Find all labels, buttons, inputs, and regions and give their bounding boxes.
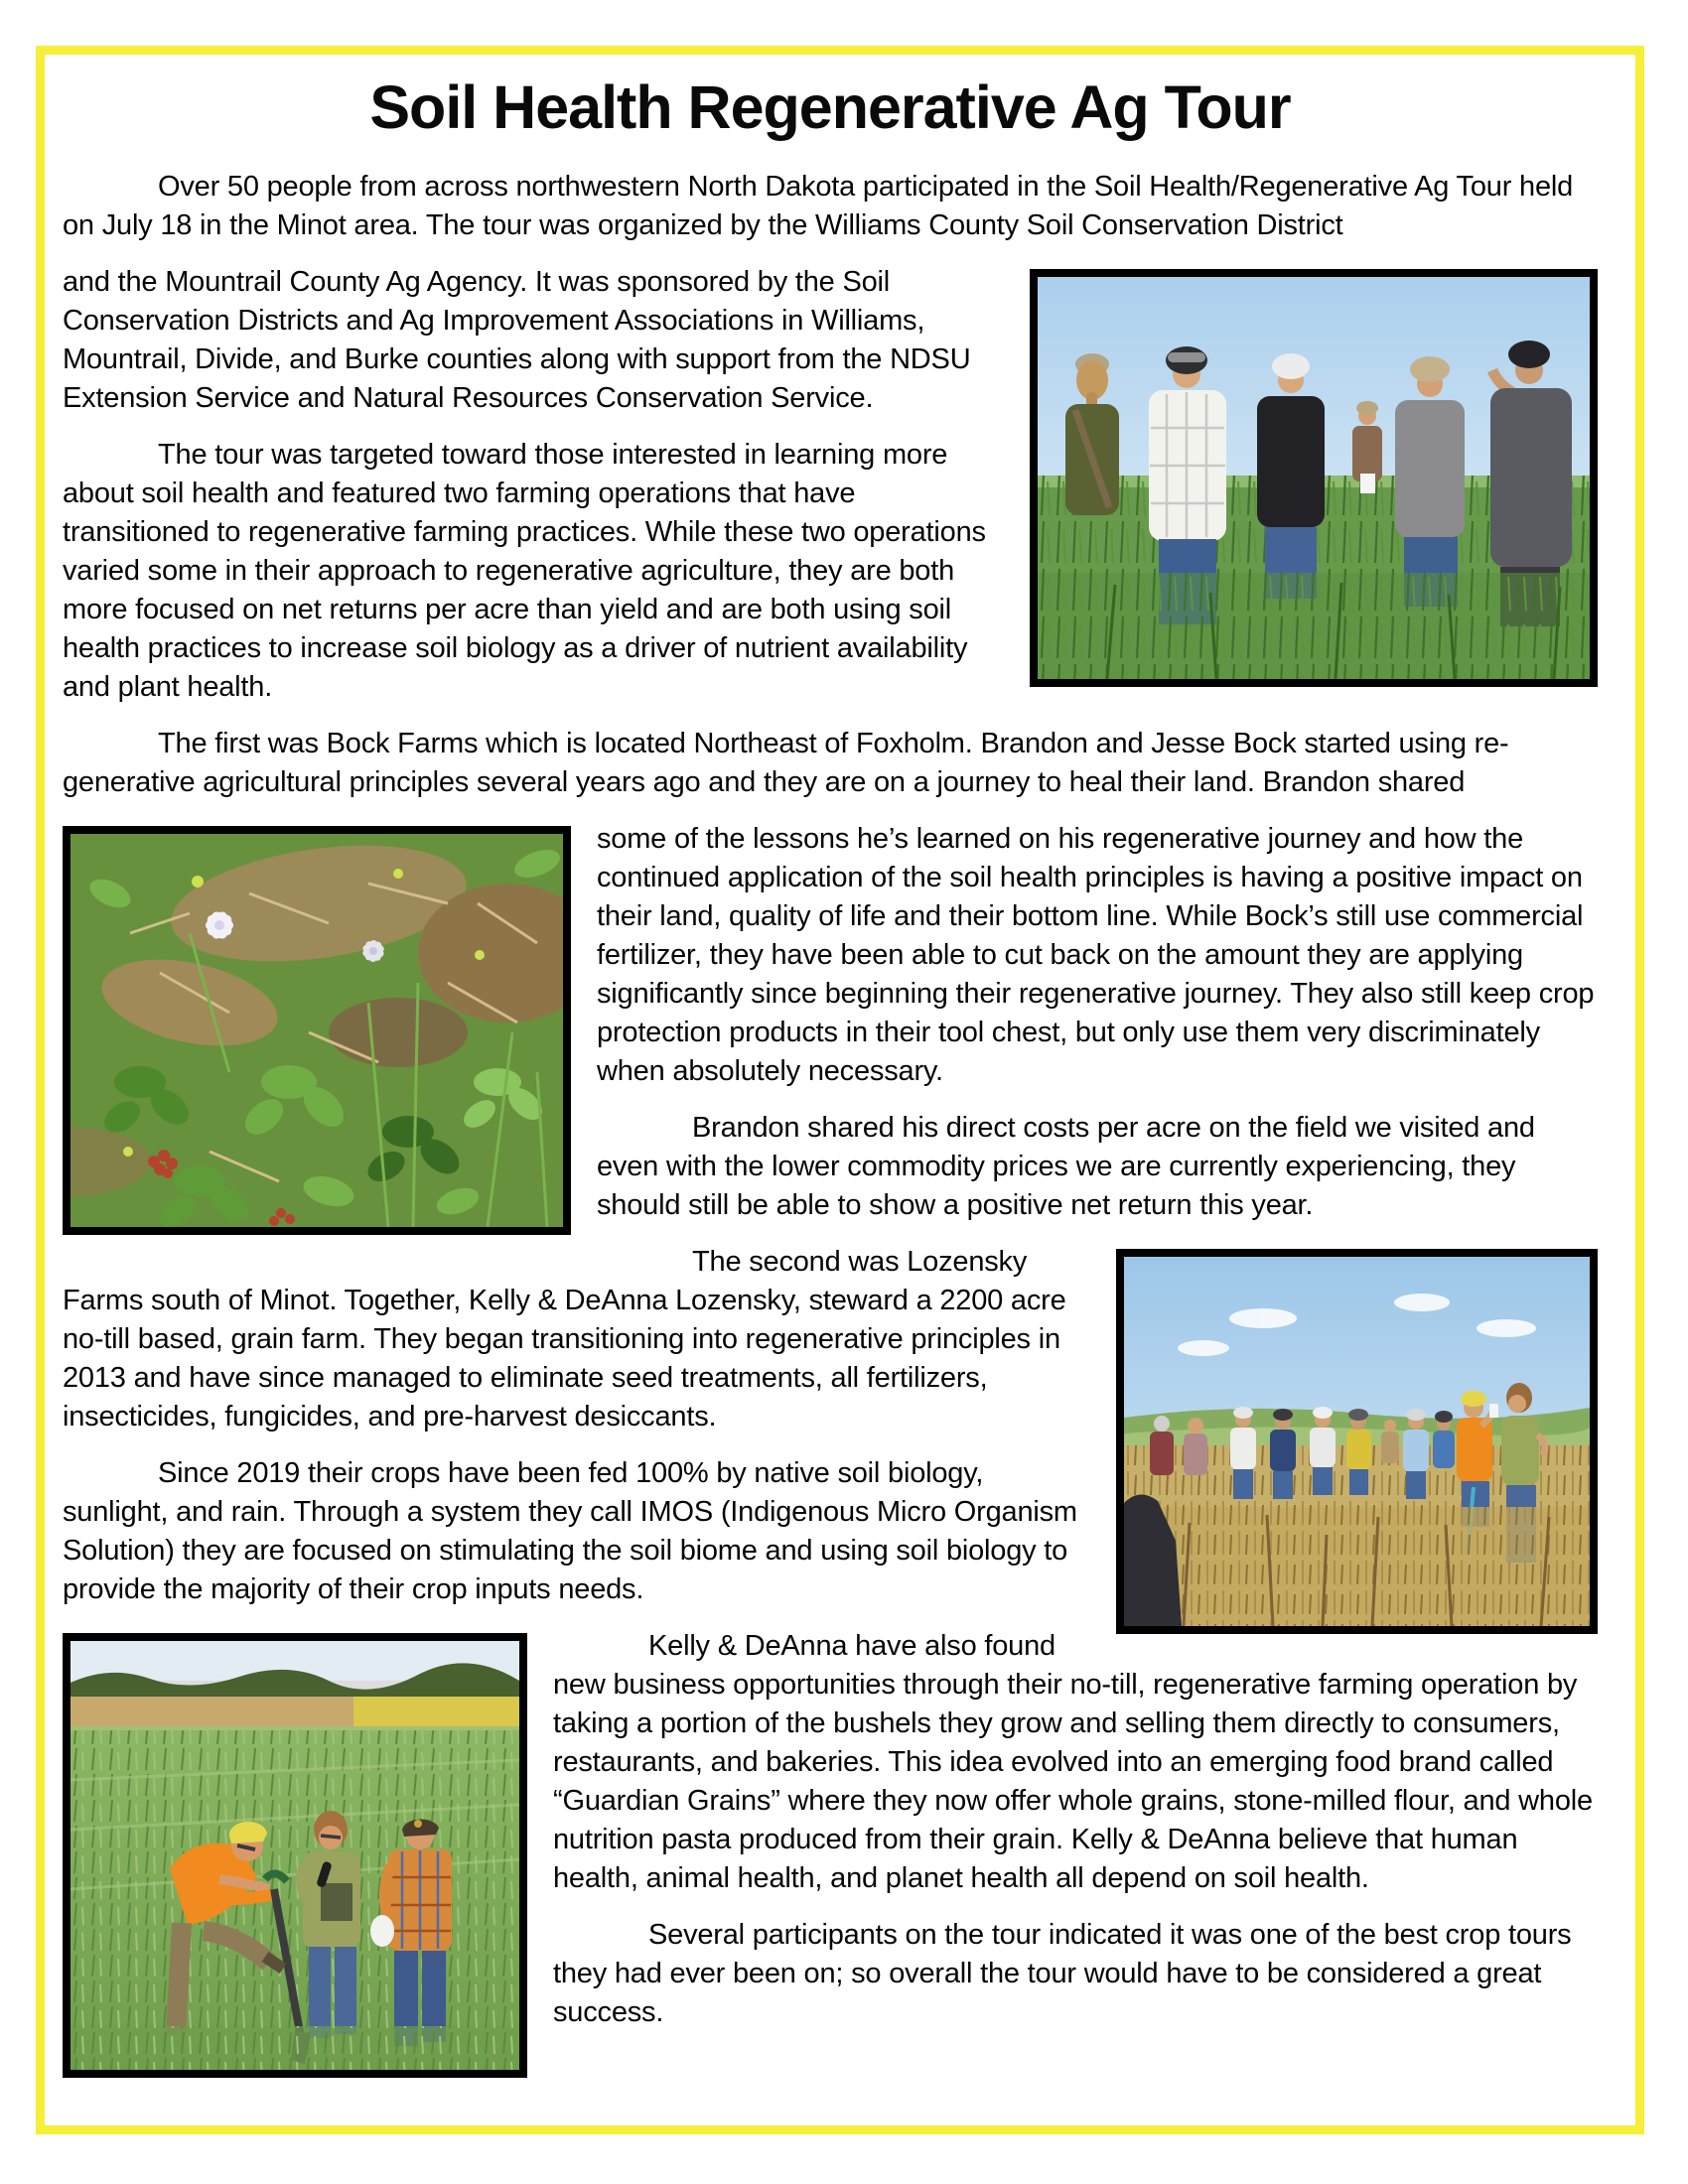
- paragraph-bock-costs: Brandon shared his direct costs per acre on the field we visited and even with the lower commodity prices we are currently experiencing, they should still be able to show a positive net return this year.: [597, 1112, 1535, 1221]
- wheat-field-scene-illustration: [1038, 277, 1590, 679]
- soil-sampling-scene-illustration: [70, 1641, 519, 2070]
- paragraph-intro-2: and the Mountrail County Ag Agency. It was sponsored by the Soil Conservation Districts and Ag Improvement Associations in Williams, Mountrail, Divide, and Burke counties along with support from the NDSU Extension Service and Natural Resources Conservation Service.: [63, 266, 971, 414]
- paragraph-guardian-grains: Kelly & DeAnna have also found new business opportunities through their no-till, regenerative farming operation by taking a portion of the bushels they grow and selling them directly to consumers, restaurants, and bakeries. This idea evolved into an emerging food brand called “Guardian Grains” where they now offer whole grains, stone-milled flour, and whole nutrition pasta produced from their grain. Kelly & DeAnna believe that human health, animal health, and planet health all depend on soil health.: [553, 1630, 1593, 1894]
- soil-sampling-photo: [63, 1633, 527, 2078]
- tour-group-wheat-field-photo: [1030, 269, 1598, 687]
- cover-crop-scene-illustration: [70, 834, 563, 1227]
- page-yellow-border: [36, 46, 1644, 2134]
- lozensky-field-tour-photo: [1116, 1249, 1598, 1634]
- cover-crop-closeup-photo: [63, 826, 571, 1235]
- golden-field-scene-illustration: [1124, 1257, 1590, 1626]
- paragraph-lozensky-2: Since 2019 their crops have been fed 100% by native soil biology, sunlight, and rain. Through a system they call IMOS (Indigenous Micro Organism Solution) they are focused on stimulating the soil biome and using soil biology to provide the majority of their crop inputs needs.: [63, 1457, 1077, 1605]
- paragraph-closing: Several participants on the tour indicated it was one of the best crop tours they had ever been on; so overall the tour would have to be considered a great success.: [553, 1919, 1572, 2028]
- paragraph-tour-target: The tour was targeted toward those interested in learning more about soil health and featured two farming operations that have transitioned to regenerative farming practices. While these two operations varied some in their approach to regenerative agriculture, they are both more focused on net returns per acre than yield and are both using soil health practices to increase soil biology as a driver of nutrient availability and plant health.: [63, 439, 986, 703]
- article-body: [63, 168, 1598, 2032]
- paragraph-intro-1: Over 50 people from across northwestern North Dakota participated in the Soil Health/Regenerative Ag Tour held on July 18 in the Minot area. The tour was organized by the Williams County Soil Conservation District: [63, 171, 1574, 241]
- paragraph-lozensky-1: The second was Lozensky Farms south of Minot. Together, Kelly & DeAnna Lozensky, steward a 2200 acre no-till based, grain farm. They began transitioning into regenerative principles in 2013 and have since managed to eliminate seed treatments, all fertilizers, insecticides, fungicides, and pre-harvest desiccants.: [63, 1246, 1066, 1433]
- page-title: Soil Health Regenerative Ag Tour: [369, 73, 1291, 141]
- paragraph-bock-farms-1: The first was Bock Farms which is located Northeast of Foxholm. Brandon and Jesse Bock started using re-generative agricultural principles several years ago and they are on a journey to heal their land. Brandon shared: [63, 728, 1509, 798]
- paragraph-bock-farms-2: some of the lessons he’s learned on his regenerative journey and how the continued application of the soil health principles is having a positive impact on their land, quality of life and their bottom line. While Bock’s still use commercial fertilizer, they have been able to cut back on the amount they are applying significantly since beginning their regenerative journey. They also still keep crop protection products in their tool chest, but only use them very discriminately when absolutely necessary.: [597, 823, 1595, 1087]
